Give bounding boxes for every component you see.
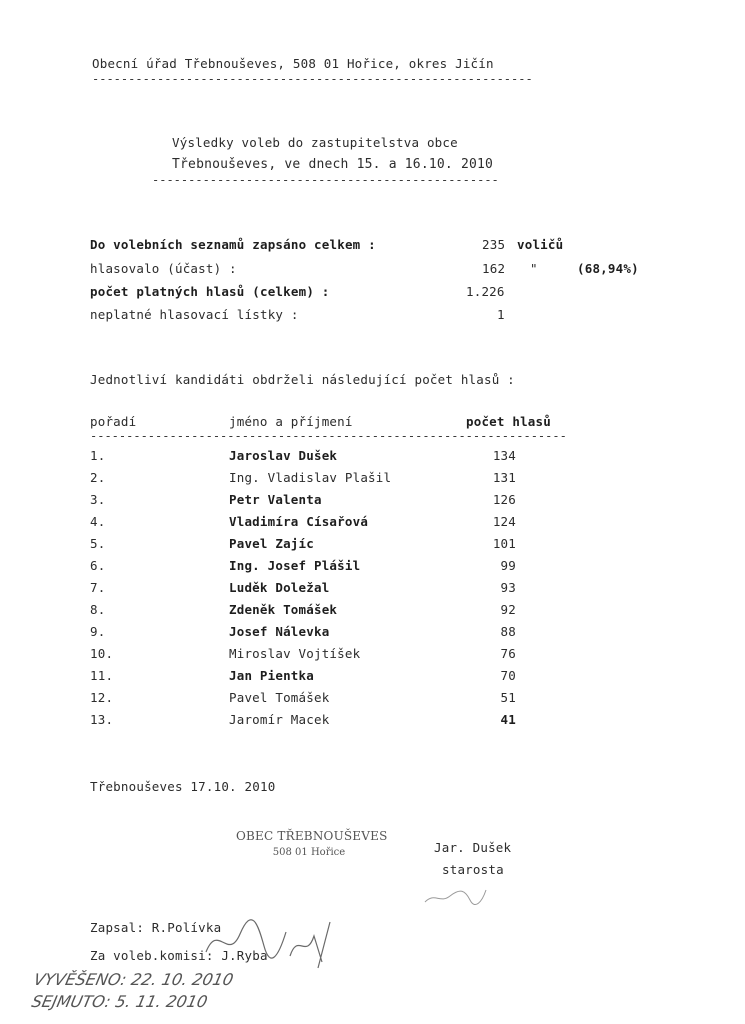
title-line-2: Třebnouševes, ve dnech 15. a 16.10. 2010 (172, 157, 494, 172)
row-name: Pavel Zajíc (229, 536, 314, 551)
posted-date: VYVĚŠENO: 22. 10. 2010 (31, 970, 236, 989)
stat-valid-label: počet platných hlasů (celkem) : (90, 284, 330, 299)
row-name: Vladimíra Císařová (229, 514, 369, 529)
table-row (0, 690, 745, 712)
candidates-intro: Jednotliví kandidáti obdrželi následující počet hlasů : (90, 372, 515, 387)
official-stamp (236, 829, 388, 858)
header-votes: počet hlasů (466, 414, 551, 429)
stat-turnout-value: 162 (482, 261, 506, 276)
stat-invalid-label: neplatné hlasovací lístky : (90, 307, 299, 322)
row-order: 12. (90, 690, 114, 705)
removed-date: SEJMUTO: 5. 11. 2010 (29, 992, 210, 1011)
stat-turnout-percent: (68,94%) (577, 261, 639, 276)
stamp-line-1: OBEC TŘEBNOUŠEVES (236, 829, 388, 843)
row-name: Josef Nálevka (229, 624, 330, 639)
stat-registered-value: 235 (482, 237, 506, 252)
row-votes: 126 (492, 492, 516, 507)
stat-invalid-value: 1 (497, 307, 505, 322)
title-line-1: Výsledky voleb do zastupitelstva obce (172, 135, 458, 150)
row-votes: 70 (500, 668, 516, 683)
table-row (0, 492, 745, 514)
row-votes: 92 (500, 602, 516, 617)
row-order: 11. (90, 668, 114, 683)
row-order: 8. (90, 602, 106, 617)
signer-name: Jar. Dušek (434, 840, 512, 855)
row-name: Pavel Tomášek (229, 690, 330, 705)
office-header: Obecní úřad Třebnouševes, 508 01 Hořice, okres Jičín (92, 56, 494, 71)
row-order: 10. (90, 646, 114, 661)
row-order: 5. (90, 536, 106, 551)
row-order: 4. (90, 514, 106, 529)
row-order: 1. (90, 448, 106, 463)
signer-role: starosta (442, 862, 504, 877)
title-rule: ------------------------------------------------ (152, 173, 499, 187)
handwritten-signature (198, 912, 348, 972)
header-order: pořadí (90, 414, 137, 429)
table-row (0, 470, 745, 492)
stat-turnout-label: hlasovalo (účast) : (90, 261, 237, 276)
stat-valid-value: 1.226 (466, 284, 505, 299)
row-order: 3. (90, 492, 106, 507)
row-name: Ing. Josef Plášil (229, 558, 361, 573)
table-row (0, 602, 745, 624)
row-votes: 99 (500, 558, 516, 573)
table-row (0, 448, 745, 470)
row-order: 6. (90, 558, 106, 573)
row-votes: 76 (500, 646, 516, 661)
table-row (0, 646, 745, 668)
table-row (0, 536, 745, 558)
table-rule: ------------------------------------------------------------------ (90, 429, 567, 443)
row-name: Jaromír Macek (229, 712, 330, 727)
row-votes: 51 (500, 690, 516, 705)
row-name: Jan Pientka (229, 668, 314, 683)
row-order: 2. (90, 470, 106, 485)
table-row (0, 668, 745, 690)
table-row (0, 580, 745, 602)
row-votes: 41 (500, 712, 516, 727)
row-name: Luděk Doležal (229, 580, 330, 595)
place-date: Třebnouševes 17.10. 2010 (90, 779, 276, 794)
header-name: jméno a příjmení (229, 414, 353, 429)
row-votes: 101 (492, 536, 516, 551)
row-name: Jaroslav Dušek (229, 448, 338, 463)
stat-turnout-unit: " (530, 261, 538, 276)
table-row (0, 712, 745, 734)
row-votes: 88 (500, 624, 516, 639)
table-row (0, 558, 745, 580)
row-votes: 131 (492, 470, 516, 485)
row-name: Petr Valenta (229, 492, 322, 507)
signature-scribble (420, 882, 490, 912)
stat-registered-unit: voličů (517, 237, 564, 252)
row-name: Zdeněk Tomášek (229, 602, 338, 617)
table-row (0, 514, 745, 536)
recorded-by: Zapsal: R.Polívka (90, 920, 222, 935)
row-votes: 134 (492, 448, 516, 463)
row-name: Ing. Vladislav Plašil (229, 470, 392, 485)
stat-registered-label: Do volebních seznamů zapsáno celkem : (90, 237, 376, 252)
stamp-line-2: 508 01 Hořice (272, 847, 346, 858)
table-row (0, 624, 745, 646)
row-order: 7. (90, 580, 106, 595)
row-name: Miroslav Vojtíšek (229, 646, 361, 661)
row-order: 9. (90, 624, 106, 639)
row-votes: 124 (492, 514, 516, 529)
row-order: 13. (90, 712, 114, 727)
header-rule: ------------------------------------------------------------- (92, 72, 533, 86)
row-votes: 93 (500, 580, 516, 595)
commission: Za voleb.komisi: J.Ryba (90, 948, 268, 963)
